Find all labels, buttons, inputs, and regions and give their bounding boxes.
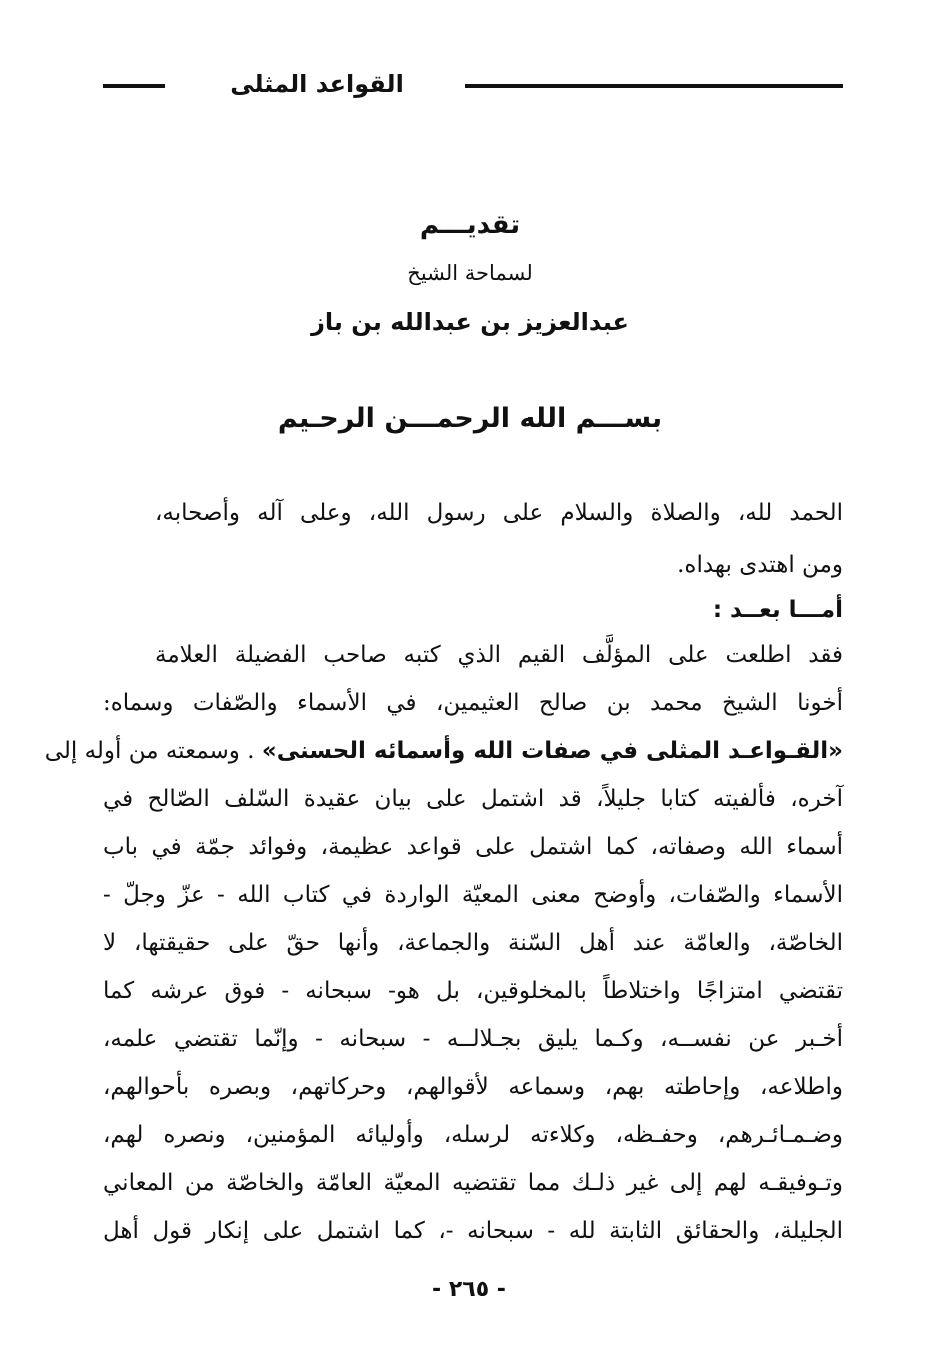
section-subtitle: لسماحة الشيخ (407, 261, 533, 285)
text-line: أخـبر عن نفســه، وكـما يليق بجـلالــه - سبحانه - وإنّما تقتضي علمه، (103, 1026, 843, 1052)
text-line: الأسماء والصّفات، وأوضح معنى المعيّة الواردة في كتاب الله - عزّ وجلّ - (103, 882, 843, 908)
book-title: «القـواعـد المثلى في صفات الله وأسمائه الحسنى» (261, 738, 843, 764)
text-line: الخاصّة، والعامّة عند أهل السّنة والجماعة، وأنها حقّ على حقيقتها، لا (103, 930, 843, 956)
header-rule-right (465, 84, 843, 88)
text-line: تقتضي امتزاجًا واختلاطاً بالمخلوقين، بل هو- سبحانه - فوق عرشه كما (103, 978, 843, 1004)
basmala: بســـم الله الرحمـــن الرحـيم (277, 403, 663, 434)
text-line: ومن اهتدى بهداه. (677, 552, 843, 578)
text-line: واطلاعه، وإحاطته بهم، وسماعه لأقوالهم، وحركاتهم، وبصره بأحوالهم، (103, 1074, 843, 1100)
text-line: أسماء الله وصفاته، كما اشتمل على قواعد عظيمة، وفوائد جمّة في باب (103, 834, 843, 860)
amma-bad-heading: أمـــا بعــد : (712, 597, 843, 623)
text-line: الحمد لله، والصلاة والسلام على رسول الله، وعلى آله وأصحابه، (155, 500, 843, 526)
text-line: وتـوفيقـه لهم إلى غير ذلـك مما تقتضيه المعيّة العامّة والخاصّة من المعاني (103, 1170, 843, 1196)
text-line (44, 730, 843, 772)
running-header (103, 58, 843, 108)
text-fragment: . وسمعته من أوله إلى (44, 738, 255, 764)
text-line: فقد اطلعت على المؤلَّف القيم الذي كتبه صاحب الفضيلة العلامة (155, 642, 843, 668)
text-line: آخره، فألفيته كتابا جليلاً، قد اشتمل على بيان عقيدة السّلف الصّالح في (103, 786, 843, 812)
running-title: القواعد المثلى (230, 70, 404, 98)
text-line: الجليلة، والحقائق الثابتة لله - سبحانه -، كما اشتمل على إنكار قول أهل (103, 1218, 843, 1244)
author-name: عبدالعزيز بن عبدالله بن باز (311, 308, 629, 336)
text-line: وضـمـائـرهم، وحفـظه، وكلاءته لرسله، وأوليائه المؤمنين، ونصره لهم، (103, 1122, 843, 1148)
section-title: تقديـــم (419, 210, 521, 240)
header-rule-left (103, 84, 165, 88)
page-number: - ٢٦٥ - (432, 1277, 506, 1302)
text-line: أخونا الشيخ محمد بن صالح العثيمين، في الأسماء والصّفات وسماه: (103, 690, 843, 716)
